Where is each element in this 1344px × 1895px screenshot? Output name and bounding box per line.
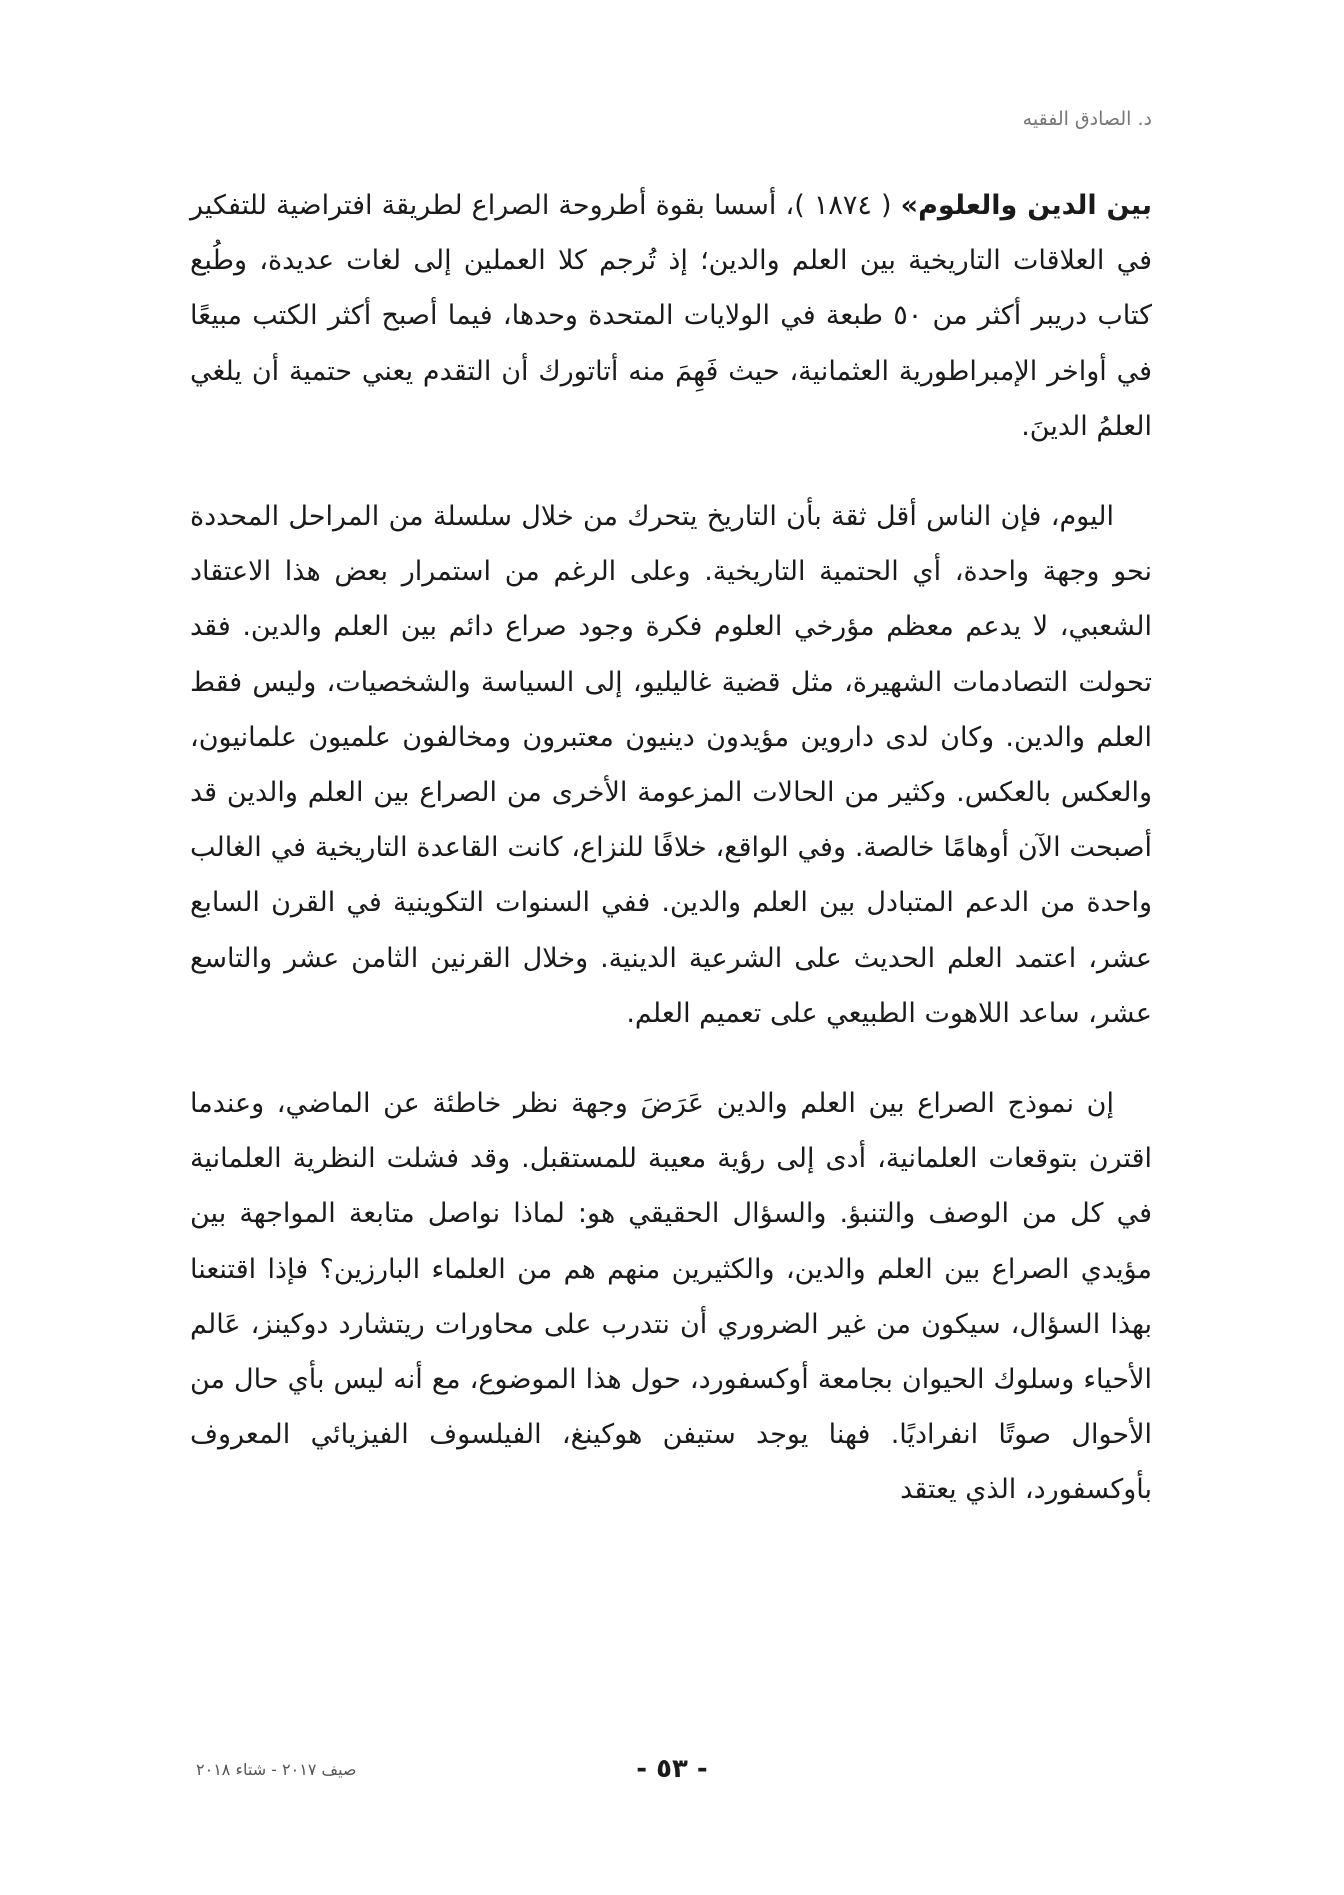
page-number: - ٥٣ -	[636, 1754, 708, 1784]
paragraph-1-text: ( ١٨٧٤ )، أسسا بقوة أطروحة الصراع لطريقة افتراضية للتفكير في العلاقات التاريخية بين العلم والدين؛ إذ تُرجم كلا العملين إلى لغات عديدة، وطُبع كتاب دريبر أكثر من ٥٠ طبعة في الولايات المتحدة وحدها، فيما أصبح أكثر الكتب مبيعًا في أواخر الإمبراطورية العثمانية، حيث فَهِمَ منه أتاتورك أن التقدم يعني حتمية أن يلغي العلمُ الدينَ.	[190, 190, 1152, 442]
paragraph-3: إن نموذج الصراع بين العلم والدين عَرَضَ وجهة نظر خاطئة عن الماضي، وعندما اقترن بتوقعات العلمانية، أدى إلى رؤية معيبة للمستقبل. وقد فشلت النظرية العلمانية في كل من الوصف والتنبؤ. والسؤال الحقيقي هو: لماذا نواصل متابعة المواجهة بين مؤيدي الصراع بين العلم والدين، والكثيرين منهم هم من العلماء البارزين؟ فإذا اقتنعنا بهذا السؤال، سيكون من غير الضروري أن نتدرب على محاورات ريتشارد دوكينز، عَالم الأحياء وسلوك الحيوان بجامعة أوكسفورد، حول هذا الموضوع، مع أنه ليس بأي حال من الأحوال صوتًا انفراديًا. فهنا يوجد ستيفن هوكينغ، الفيلسوف الفيزيائي المعروف بأوكسفورد، الذي يعتقد	[190, 1088, 1152, 1506]
article-body	[190, 178, 1152, 1553]
paragraph-1	[190, 178, 1152, 454]
running-header-author: د. الصادق الفقيه	[1022, 108, 1152, 130]
footer-issue-date: صيف ٢٠١٧ - شتاء ٢٠١٨	[196, 1760, 357, 1779]
paragraph-1-lead-title: بين الدين والعلوم»	[900, 190, 1152, 221]
paragraph-2: اليوم، فإن الناس أقل ثقة بأن التاريخ يتحرك من خلال سلسلة من المراحل المحددة نحو وجهة واحدة، أي الحتمية التاريخية. وعلى الرغم من استمرار بعض هذا الاعتقاد الشعبي، لا يدعم معظم مؤرخي العلوم فكرة وجود صراع دائم بين العلم والدين. فقد تحولت التصادمات الشهيرة، مثل قضية غاليليو، إلى السياسة والشخصيات، وليس فقط العلم والدين. وكان لدى داروين مؤيدون دينيون معتبرون ومخالفون علميون علمانيون، والعكس بالعكس. وكثير من الحالات المزعومة الأخرى من الصراع بين العلم والدين قد أصبحت الآن أوهامًا خالصة. وفي الواقع، خلافًا للنزاع، كانت القاعدة التاريخية في الغالب واحدة من الدعم المتبادل بين العلم والدين. ففي السنوات التكوينية في القرن السابع عشر، اعتمد العلم الحديث على الشرعية الدينية. وخلال القرنين الثامن عشر والتاسع عشر، ساعد اللاهوت الطبيعي على تعميم العلم.	[190, 501, 1152, 1029]
